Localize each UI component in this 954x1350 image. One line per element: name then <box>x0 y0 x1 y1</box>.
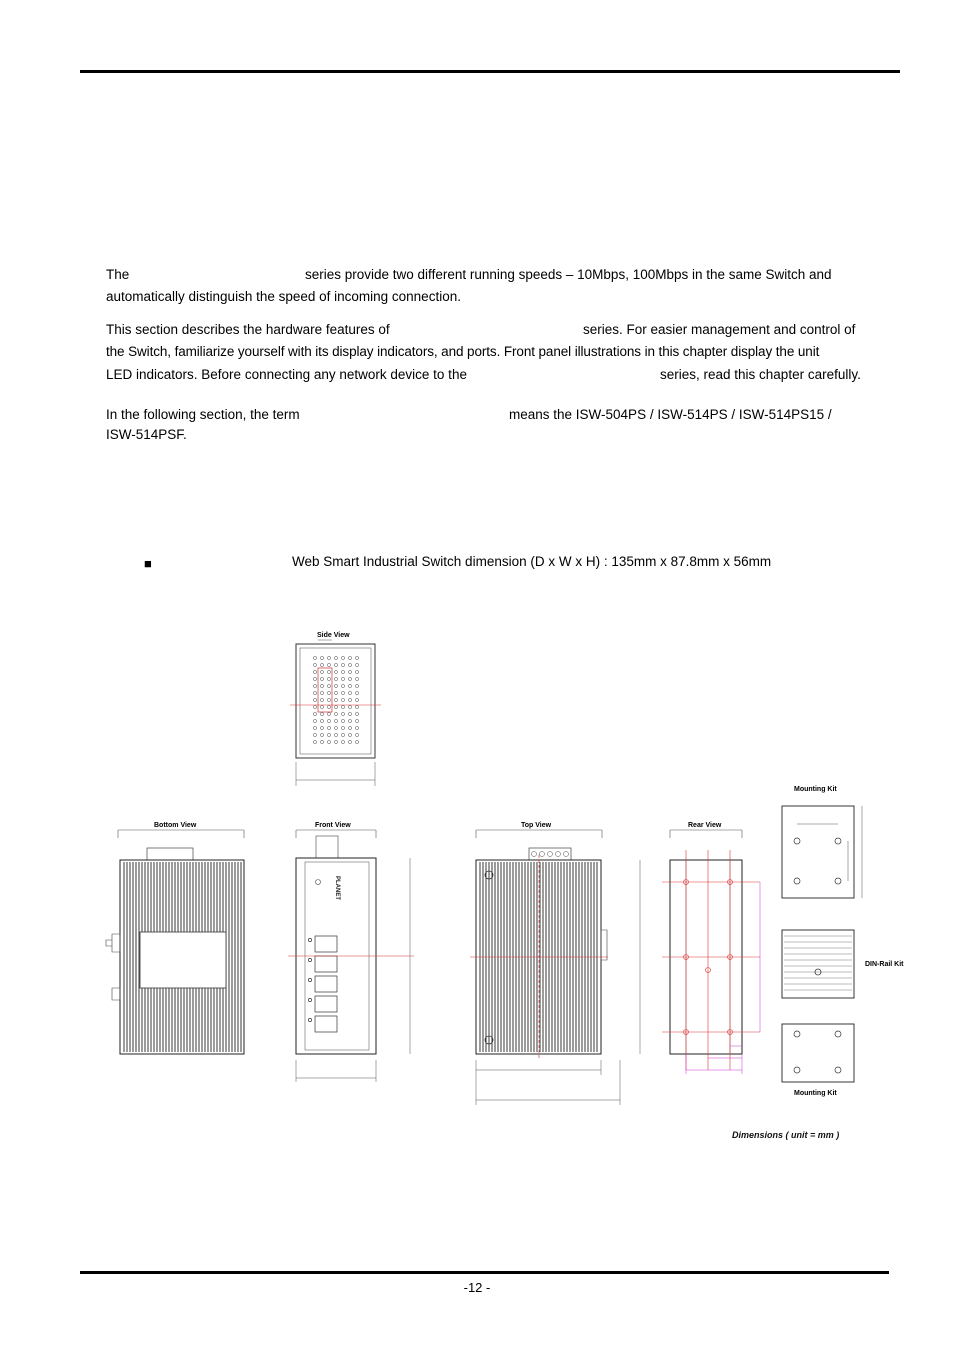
rear-view-drawing <box>662 822 760 1074</box>
para2-line3-start: LED indicators. Before connecting any network device to the <box>106 367 467 382</box>
side-view-drawing <box>290 632 381 786</box>
mounting-kit-top-label: Mounting Kit <box>794 786 837 793</box>
para2-line1-start: This section describes the hardware features of <box>106 322 390 337</box>
rear-view-label: Rear View <box>688 822 722 829</box>
header-rule <box>80 70 900 73</box>
para2-line3-end: series, read this chapter carefully. <box>660 367 861 382</box>
din-rail-kit-label: DIN-Rail Kit <box>865 961 904 968</box>
para2-line2: the Switch, familiarize yourself with its display indicators, and ports. Front panel illustrations in this chapter display the unit <box>106 344 820 359</box>
din-rail-kit-drawing <box>782 930 904 998</box>
para1-line1-end: series provide two different running speeds – 10Mbps, 100Mbps in the same Switch and <box>305 267 832 282</box>
bottom-view-label: Bottom View <box>154 822 197 829</box>
para3-line2: ISW-514PSF. <box>106 427 187 442</box>
bullet-marker: ■ <box>144 556 152 571</box>
para3-line1-end: means the ISW-504PS / ISW-514PS / ISW-514PS15 / <box>509 407 832 422</box>
mounting-kit-bottom-drawing <box>782 1024 854 1097</box>
footer-rule <box>80 1271 889 1274</box>
svg-text:PLANET: PLANET <box>334 876 340 900</box>
para2-line1-end: series. For easier management and control of <box>583 322 856 337</box>
bottom-view-drawing <box>106 822 244 1054</box>
top-view-label: Top View <box>521 822 552 829</box>
front-view-drawing <box>288 822 414 1082</box>
top-view-drawing <box>470 822 640 1105</box>
para3-line1-start: In the following section, the term <box>106 407 300 422</box>
side-view-label: Side View <box>317 632 350 639</box>
front-view-label: Front View <box>315 822 351 829</box>
dimension-drawing <box>0 600 954 1160</box>
dimension-statement: Web Smart Industrial Switch dimension (D x W x H) : 135mm x 87.8mm x 56mm <box>292 554 772 569</box>
page-number: -12 - <box>463 1280 491 1295</box>
mounting-kit-bottom-label: Mounting Kit <box>794 1090 837 1097</box>
para1-line1-start: The <box>106 267 130 282</box>
para1-line2: automatically distinguish the speed of incoming connection. <box>106 289 461 304</box>
mounting-kit-top-drawing <box>782 786 862 898</box>
figure-caption: Dimensions ( unit = mm ) <box>732 1130 840 1140</box>
